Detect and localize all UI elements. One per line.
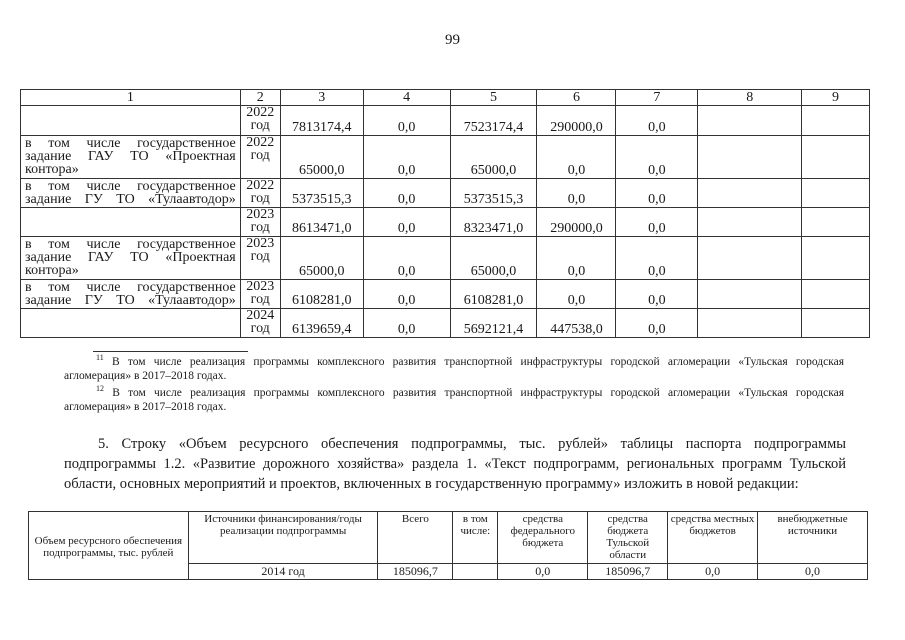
column-header: 2 — [240, 90, 280, 106]
cell-value: 0,0 — [616, 280, 698, 309]
cell-value — [698, 106, 802, 136]
cell-value: 0,0 — [616, 106, 698, 136]
row-year: 2022 год — [240, 136, 280, 179]
column-header: в том числе: — [453, 512, 498, 564]
cell-value: 65000,0 — [450, 136, 537, 179]
table-row — [21, 208, 870, 237]
cell-value: 0,0 — [668, 564, 758, 580]
footnote-mark: 12 — [96, 384, 104, 394]
table-header-row — [29, 512, 868, 564]
cell-value — [698, 237, 802, 280]
cell-value: 8613471,0 — [280, 208, 363, 237]
cell-value: 0,0 — [537, 237, 616, 280]
row-label — [21, 106, 241, 136]
cell-value: 0,0 — [363, 106, 450, 136]
column-header: средства местных бюджетов — [668, 512, 758, 564]
cell-value: 185096,7 — [588, 564, 668, 580]
column-header: средства федерального бюджета — [498, 512, 588, 564]
cell-value — [453, 564, 498, 580]
table-row — [21, 106, 870, 136]
footnote-text: В том числе реализация программы комплексного развития транспортной инфраструктуры городской агломерации «Тульская городская агломерация» в 2017–2018 годах. — [64, 356, 845, 382]
cell-value: 0,0 — [616, 208, 698, 237]
cell-value: 5373515,3 — [280, 179, 363, 208]
footnote-mark: 11 — [96, 353, 104, 363]
cell-value — [802, 237, 870, 280]
cell-value: 0,0 — [363, 208, 450, 237]
cell-value — [802, 309, 870, 338]
cell-value: 0,0 — [616, 309, 698, 338]
table-row — [21, 309, 870, 338]
column-header: 9 — [802, 90, 870, 106]
column-header: Всего — [378, 512, 453, 564]
cell-value — [802, 179, 870, 208]
row-year: 2023 год — [240, 208, 280, 237]
row-year: 2023 год — [240, 280, 280, 309]
column-header: 5 — [450, 90, 537, 106]
row-label: в том числе государственное задание ГУ ТО «Тулаавтодор» — [21, 280, 241, 309]
cell-value: 65000,0 — [280, 136, 363, 179]
cell-value: 0,0 — [363, 280, 450, 309]
cell-value: 7813174,4 — [280, 106, 363, 136]
body-paragraph: 5. Строку «Объем ресурсного обеспечения подпрограммы, тыс. рублей» таблицы паспорта подпрограммы подпрограммы 1.2. «Развитие дорожного хозяйства» раздела 1. «Текст подпрограмм, региональных программ Тульской области, основных мероприятий и проектов, включенных в государственную программу» изложить в новой редакции: — [64, 436, 846, 492]
cell-value: 290000,0 — [537, 106, 616, 136]
cell-value: 0,0 — [758, 564, 868, 580]
table-row — [21, 280, 870, 309]
cell-value: 7523174,4 — [450, 106, 537, 136]
cell-value — [698, 179, 802, 208]
cell-value: 0,0 — [537, 136, 616, 179]
table-header-row — [21, 90, 870, 106]
cell-value: 0,0 — [616, 179, 698, 208]
table-row — [21, 179, 870, 208]
footnote-text: В том числе реализация программы комплексного развития транспортной инфраструктуры городской агломерации «Тульская городская агломерация» в 2017–2018 годах. — [64, 387, 845, 413]
cell-value — [802, 136, 870, 179]
cell-value — [802, 106, 870, 136]
column-header: 3 — [280, 90, 363, 106]
cell-value: 290000,0 — [537, 208, 616, 237]
cell-value: 0,0 — [537, 280, 616, 309]
cell-value: 6139659,4 — [280, 309, 363, 338]
column-header: 6 — [537, 90, 616, 106]
row-label: в том числе государственное задание ГАУ ТО «Проектная контора» — [21, 237, 241, 280]
column-header: 4 — [363, 90, 450, 106]
row-label — [21, 309, 241, 338]
row-year: 2024 год — [240, 309, 280, 338]
cell-value: 5692121,4 — [450, 309, 537, 338]
cell-value: 5373515,3 — [450, 179, 537, 208]
cell-value — [698, 309, 802, 338]
cell-value: 6108281,0 — [450, 280, 537, 309]
footnote — [64, 386, 844, 414]
column-header: средства бюджета Тульской области — [588, 512, 668, 564]
footnote-divider — [93, 351, 248, 352]
cell-value: 447538,0 — [537, 309, 616, 338]
column-header: 8 — [698, 90, 802, 106]
row-label: в том числе государственное задание ГАУ ТО «Проектная контора» — [21, 136, 241, 179]
cell-value — [802, 280, 870, 309]
cell-value — [802, 208, 870, 237]
budget-table — [20, 89, 870, 338]
cell-value: 8323471,0 — [450, 208, 537, 237]
cell-value — [698, 136, 802, 179]
column-header: 1 — [21, 90, 241, 106]
cell-value: 0,0 — [616, 136, 698, 179]
cell-value: 0,0 — [616, 237, 698, 280]
table-row — [21, 237, 870, 280]
row-label: Объем ресурсного обеспечения подпрограммы, тыс. рублей — [29, 512, 189, 580]
row-year: 2022 год — [240, 179, 280, 208]
resource-table — [28, 511, 868, 580]
row-year: 2014 год — [188, 564, 378, 580]
cell-value — [698, 208, 802, 237]
cell-value: 0,0 — [363, 237, 450, 280]
page-number: 99 — [445, 32, 460, 48]
cell-value: 0,0 — [498, 564, 588, 580]
table-row — [21, 136, 870, 179]
footnote — [64, 355, 844, 383]
cell-value: 0,0 — [363, 136, 450, 179]
cell-value: 0,0 — [537, 179, 616, 208]
cell-value: 0,0 — [363, 309, 450, 338]
cell-value: 65000,0 — [280, 237, 363, 280]
cell-value: 6108281,0 — [280, 280, 363, 309]
cell-value: 185096,7 — [378, 564, 453, 580]
cell-value: 65000,0 — [450, 237, 537, 280]
cell-value — [698, 280, 802, 309]
column-header: Источники финансирования/годы реализации подпрограммы — [188, 512, 378, 564]
row-year: 2022 год — [240, 106, 280, 136]
column-header: 7 — [616, 90, 698, 106]
row-year: 2023 год — [240, 237, 280, 280]
row-label — [21, 208, 241, 237]
column-header: внебюджетные источники — [758, 512, 868, 564]
row-label: в том числе государственное задание ГУ ТО «Тулаавтодор» — [21, 179, 241, 208]
cell-value: 0,0 — [363, 179, 450, 208]
